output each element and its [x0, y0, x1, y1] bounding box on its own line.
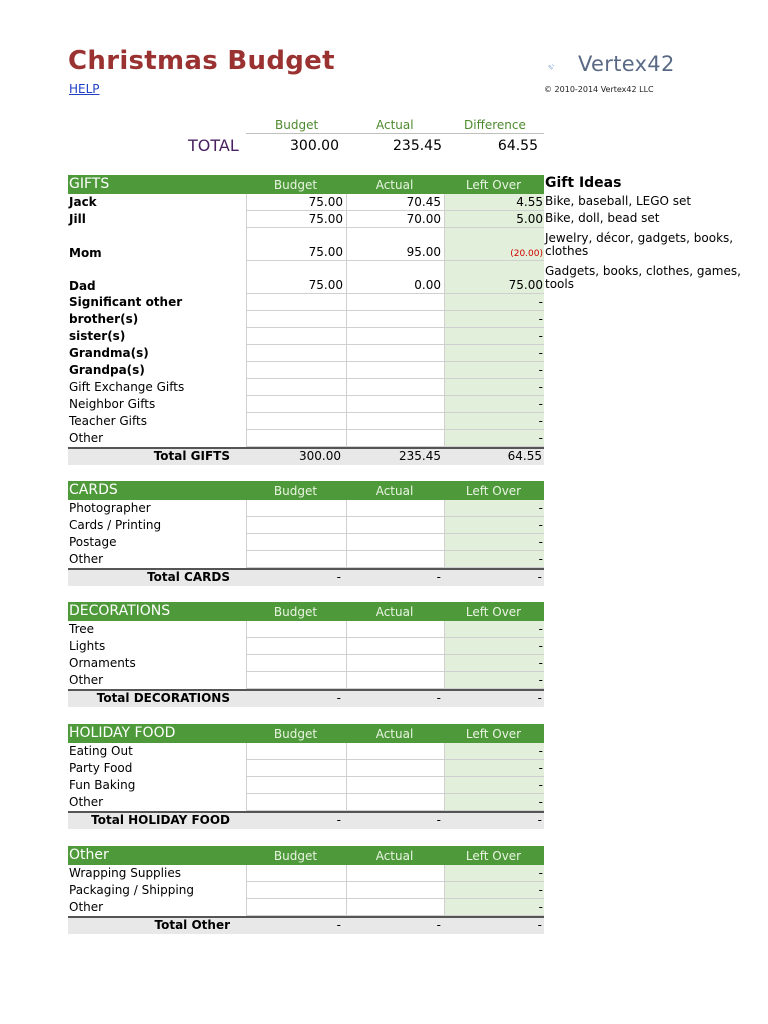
other-section [68, 846, 544, 934]
actual-cell[interactable] [346, 899, 445, 916]
gift-row-other [68, 430, 544, 447]
decorations-total-actual: - [436, 691, 441, 705]
actual-cell[interactable] [346, 396, 445, 413]
decorations-actual-col: Actual [375, 605, 414, 619]
cards-row-printing [68, 517, 544, 534]
leftover-cell: - [445, 551, 544, 568]
other-total-row [68, 916, 544, 934]
gift-idea-jill: Bike, doll, bead set [545, 211, 660, 225]
gifts-total-actual: 235.45 [399, 449, 441, 463]
summary-budget-header: Budget [275, 118, 319, 132]
cards-header [68, 481, 544, 500]
food-budget-col: Budget [273, 727, 318, 741]
row-label: Dad [69, 279, 96, 293]
other-leftover-col: Left Over [465, 849, 522, 863]
decorations-header [68, 602, 544, 621]
row-label: Wrapping Supplies [69, 866, 181, 880]
budget-cell[interactable] [246, 362, 346, 379]
row-label: Jill [69, 212, 86, 226]
leftover-cell: - [445, 362, 544, 379]
row-label: Photographer [69, 501, 151, 515]
copyright: © 2010-2014 Vertex42 LLC [544, 85, 654, 94]
actual-cell[interactable] [346, 638, 445, 655]
budget-cell[interactable] [246, 865, 346, 882]
row-label: Significant other [69, 295, 183, 309]
actual-cell[interactable] [346, 760, 445, 777]
row-label: Grandpa(s) [69, 363, 145, 377]
actual-cell[interactable] [346, 362, 445, 379]
budget-cell[interactable] [246, 655, 346, 672]
row-label: Cards / Printing [69, 518, 162, 532]
food-total-label: Total HOLIDAY FOOD [91, 813, 230, 827]
gift-row-jill [68, 211, 544, 228]
leftover-cell: - [445, 655, 544, 672]
row-label: Other [69, 673, 104, 687]
food-header [68, 724, 544, 743]
budget-cell[interactable]: 75.00 [246, 211, 346, 228]
leftover-cell: - [445, 379, 544, 396]
food-row-other [68, 794, 544, 811]
gift-row-dad [68, 261, 544, 294]
gift-row-jack [68, 194, 544, 211]
cards-total-budget: - [336, 570, 341, 584]
decorations-row-ornaments [68, 655, 544, 672]
row-label: Gift Exchange Gifts [69, 380, 185, 394]
help-link[interactable]: HELP [69, 82, 100, 96]
other-total-label: Total Other [154, 918, 230, 932]
budget-cell[interactable] [246, 672, 346, 689]
leftover-cell: - [445, 672, 544, 689]
gift-idea-mom: Jewelry, décor, gadgets, books, clothes [545, 231, 734, 258]
gifts-actual-col: Actual [375, 178, 414, 192]
other-row-wrapping [68, 865, 544, 882]
row-label: sister(s) [69, 329, 126, 343]
row-label: Jack [69, 195, 97, 209]
cards-section [68, 481, 544, 586]
other-budget-col: Budget [273, 849, 318, 863]
decorations-total-budget: - [336, 691, 341, 705]
actual-cell[interactable]: 70.45 [346, 194, 445, 211]
leftover-cell: 75.00 [445, 261, 544, 294]
budget-cell[interactable] [246, 413, 346, 430]
leftover-cell: - [445, 777, 544, 794]
gift-row-mom [68, 228, 544, 261]
food-row-eating-out [68, 743, 544, 760]
cards-row-other [68, 551, 544, 568]
decorations-row-tree [68, 621, 544, 638]
leftover-cell: - [445, 638, 544, 655]
food-row-baking [68, 777, 544, 794]
budget-cell[interactable] [246, 794, 346, 811]
leftover-cell: - [445, 328, 544, 345]
row-label: Neighbor Gifts [69, 397, 156, 411]
summary-difference-header: Difference [464, 118, 526, 132]
row-label: Other [69, 431, 104, 445]
row-label: Mom [69, 246, 102, 260]
budget-cell[interactable] [246, 760, 346, 777]
row-label: Eating Out [69, 744, 133, 758]
gifts-header [68, 175, 544, 194]
budget-cell[interactable] [246, 743, 346, 760]
actual-cell[interactable] [346, 311, 445, 328]
cards-total-left: - [537, 570, 542, 584]
actual-cell[interactable] [346, 794, 445, 811]
budget-cell[interactable] [246, 517, 346, 534]
row-label: Teacher Gifts [69, 414, 147, 428]
leftover-cell: 4.55 [445, 194, 544, 211]
food-total-actual: - [436, 813, 441, 827]
food-section [68, 724, 544, 829]
budget-cell[interactable] [246, 294, 346, 311]
decorations-row-other [68, 672, 544, 689]
budget-cell[interactable] [246, 899, 346, 916]
actual-cell[interactable] [346, 655, 445, 672]
food-total-budget: - [336, 813, 341, 827]
leftover-cell: - [445, 294, 544, 311]
decorations-budget-col: Budget [273, 605, 318, 619]
cards-total-row [68, 568, 544, 586]
budget-cell[interactable] [246, 882, 346, 899]
actual-cell[interactable]: 0.00 [346, 261, 445, 294]
gift-row-sisters [68, 328, 544, 345]
summary-total-label: TOTAL [188, 136, 239, 155]
gifts-total-left: 64.55 [507, 449, 542, 463]
budget-cell[interactable] [246, 551, 346, 568]
gift-idea-jack: Bike, baseball, LEGO set [545, 194, 692, 208]
actual-cell[interactable] [346, 345, 445, 362]
gift-row-brothers [68, 311, 544, 328]
gifts-total-budget: 300.00 [299, 449, 341, 463]
cards-row-photographer [68, 500, 544, 517]
gift-row-significant-other [68, 294, 544, 311]
actual-cell[interactable] [346, 621, 445, 638]
actual-cell[interactable] [346, 865, 445, 882]
actual-cell[interactable] [346, 534, 445, 551]
actual-cell[interactable] [346, 517, 445, 534]
summary-difference-value: 64.55 [497, 138, 538, 154]
food-actual-col: Actual [375, 727, 414, 741]
leftover-cell: - [445, 311, 544, 328]
food-leftover-col: Left Over [465, 727, 522, 741]
other-total-actual: - [436, 918, 441, 932]
budget-cell[interactable] [246, 777, 346, 794]
actual-cell[interactable]: 70.00 [346, 211, 445, 228]
budget-cell[interactable] [246, 430, 346, 447]
gift-row-grandpas [68, 362, 544, 379]
gifts-budget-col: Budget [273, 178, 318, 192]
gifts-leftover-col: Left Over [465, 178, 522, 192]
leftover-cell: - [445, 882, 544, 899]
budget-cell[interactable] [246, 379, 346, 396]
actual-cell[interactable] [346, 777, 445, 794]
gift-row-exchange [68, 379, 544, 396]
cards-total-actual: - [436, 570, 441, 584]
budget-cell[interactable]: 75.00 [246, 261, 346, 294]
vertex42-logo-text: Vertex42 [578, 52, 675, 76]
budget-cell[interactable] [246, 621, 346, 638]
row-label: brother(s) [69, 312, 139, 326]
decorations-title: DECORATIONS [69, 603, 171, 619]
gift-ideas-title: Gift Ideas [545, 175, 622, 191]
decorations-leftover-col: Left Over [465, 605, 522, 619]
row-label: Ornaments [69, 656, 136, 670]
budget-cell[interactable] [246, 311, 346, 328]
decorations-total-left: - [537, 691, 542, 705]
row-label: Party Food [69, 761, 133, 775]
leftover-cell: (20.00) [445, 228, 544, 261]
other-actual-col: Actual [375, 849, 414, 863]
gifts-section [68, 175, 544, 465]
row-label: Other [69, 552, 104, 566]
summary-actual-header: Actual [376, 118, 414, 132]
vertex42-logo-icon [548, 52, 578, 82]
budget-cell[interactable]: 75.00 [246, 194, 346, 211]
summary-actual-value: 235.45 [393, 138, 442, 154]
actual-cell[interactable] [346, 551, 445, 568]
budget-cell[interactable] [246, 396, 346, 413]
row-label: Grandma(s) [69, 346, 149, 360]
leftover-cell: - [445, 865, 544, 882]
leftover-cell: - [445, 899, 544, 916]
cards-total-label: Total CARDS [147, 570, 230, 584]
gift-row-neighbor [68, 396, 544, 413]
leftover-cell: - [445, 430, 544, 447]
actual-cell[interactable]: 95.00 [346, 228, 445, 261]
leftover-cell: - [445, 760, 544, 777]
other-total-budget: - [336, 918, 341, 932]
cards-budget-col: Budget [273, 484, 318, 498]
actual-cell[interactable] [346, 294, 445, 311]
budget-cell[interactable]: 75.00 [246, 228, 346, 261]
gift-row-teacher [68, 413, 544, 430]
budget-cell[interactable] [246, 328, 346, 345]
budget-cell[interactable] [246, 345, 346, 362]
other-row-shipping [68, 882, 544, 899]
row-label: Postage [69, 535, 117, 549]
leftover-cell: - [445, 534, 544, 551]
budget-cell[interactable] [246, 638, 346, 655]
cards-actual-col: Actual [375, 484, 414, 498]
row-label: Lights [69, 639, 106, 653]
leftover-cell: - [445, 743, 544, 760]
gift-row-grandmas [68, 345, 544, 362]
budget-cell[interactable] [246, 500, 346, 517]
summary-divider [246, 133, 544, 134]
actual-cell[interactable] [346, 328, 445, 345]
leftover-cell: 5.00 [445, 211, 544, 228]
other-total-left: - [537, 918, 542, 932]
actual-cell[interactable] [346, 500, 445, 517]
decorations-section [68, 602, 544, 707]
gifts-total-label: Total GIFTS [153, 449, 230, 463]
actual-cell[interactable] [346, 672, 445, 689]
row-label: Tree [69, 622, 95, 636]
decorations-total-row [68, 689, 544, 707]
cards-title: CARDS [69, 482, 118, 498]
row-label: Other [69, 900, 104, 914]
gifts-total-row [68, 447, 544, 465]
actual-cell[interactable] [346, 882, 445, 899]
budget-cell[interactable] [246, 534, 346, 551]
actual-cell[interactable] [346, 413, 445, 430]
food-total-left: - [537, 813, 542, 827]
other-title: Other [69, 847, 109, 863]
actual-cell[interactable] [346, 379, 445, 396]
leftover-cell: - [445, 500, 544, 517]
actual-cell[interactable] [346, 430, 445, 447]
decorations-row-lights [68, 638, 544, 655]
leftover-cell: - [445, 345, 544, 362]
food-row-party [68, 760, 544, 777]
leftover-cell: - [445, 413, 544, 430]
food-title: HOLIDAY FOOD [69, 725, 176, 741]
cards-leftover-col: Left Over [465, 484, 522, 498]
gifts-title: GIFTS [69, 176, 110, 192]
leftover-cell: - [445, 517, 544, 534]
row-label: Fun Baking [69, 778, 136, 792]
row-label: Other [69, 795, 104, 809]
summary-budget-value: 300.00 [290, 138, 339, 154]
actual-cell[interactable] [346, 743, 445, 760]
other-header [68, 846, 544, 865]
gift-idea-dad: Gadgets, books, clothes, games, tools [545, 264, 741, 291]
leftover-cell: - [445, 396, 544, 413]
food-total-row [68, 811, 544, 829]
row-label: Packaging / Shipping [69, 883, 194, 897]
decorations-total-label: Total DECORATIONS [96, 691, 230, 705]
leftover-cell: - [445, 794, 544, 811]
page-title: Christmas Budget [68, 46, 335, 76]
other-row-other [68, 899, 544, 916]
leftover-cell: - [445, 621, 544, 638]
cards-row-postage [68, 534, 544, 551]
